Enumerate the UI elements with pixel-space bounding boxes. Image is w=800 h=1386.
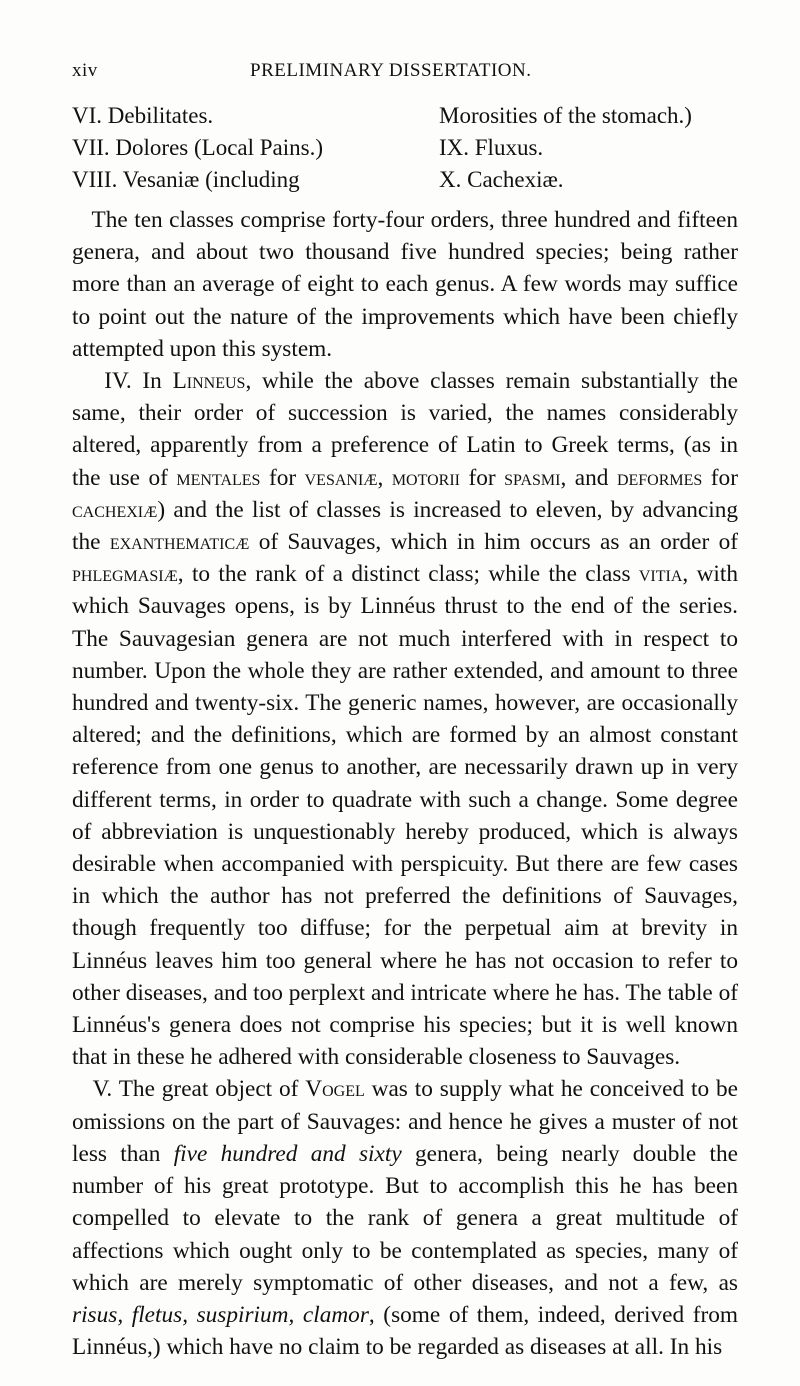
text-run: IV. In <box>104 368 173 395</box>
term: cachexiæ <box>72 496 158 523</box>
class-entry: X. Cachexiæ. <box>439 167 564 192</box>
class-entry: IX. Fluxus. <box>439 135 544 160</box>
class-row <box>72 132 772 164</box>
paragraph-classes-summary <box>72 204 738 365</box>
text-run: , (some of them, indeed, derived from Linnéus,) which have no claim to be regarded as diseases at all. In his <box>72 1301 738 1361</box>
term: vitia <box>638 561 683 588</box>
emphasis: five hundred and sixty <box>173 1140 402 1167</box>
page-number: xiv <box>72 60 98 81</box>
term: exanthematicæ <box>109 529 250 556</box>
text-run: ) and the list of classes is increased to eleven, by advancing the <box>72 496 738 556</box>
text-run: genera, being nearly double the number of his great prototype. But to accomplish this he has been compelled to elevate to the rank of genera a great multitude of affections which ought only to be contemplated as species, many of which are merely symptomatic of other diseases, and not a few, as <box>72 1140 738 1296</box>
class-entry: VIII. Vesaniæ (including <box>72 167 300 192</box>
running-head <box>72 60 732 90</box>
text-run: of Sauvages, which in him occurs as an order of <box>249 529 738 556</box>
class-row <box>72 100 772 132</box>
text-run: was to supply what he conceived to be omissions on the part of Sauvages: and hence he gives a muster of not less than <box>72 1076 738 1167</box>
paragraph-text: The ten classes comprise forty-four orders, three hundred and fifteen genera, and about two thousand five hundred species; being rather more than an average of eight to each genus. A few words may suffice to point out the nature of the improvements which have been chiefly attempted upon this system. <box>72 207 738 362</box>
text-run: , with which Sauvages opens, is by Linnéus thrust to the end of the series. The Sauvagesian genera are not much interfered with in respect to number. Upon the whole they are rather extended, and amount to three hundred and twenty-six. The generic names, however, are occasionally altered; and the definitions, which are formed by an almost constant reference from one genus to another, are necessarily drawn up in very different terms, in order to quadrate with such a change. Some degree of abbreviation is unquestionably hereby produced, which is always desirable when accompanied with perspicuity. But there are few cases in which the author has not preferred the definitions of Sauvages, though frequently too diffuse; for the perpetual aim at brevity in Linnéus leaves him too general where he has not occasion to refer to other diseases, and too perplext and intricate where he has. The table of Linnéus's genera does not comprise his species; but it is well known that in these he adhered with considerable closeness to Sauvages. <box>72 561 738 1071</box>
body-text <box>72 204 738 1363</box>
term: phlegmasiæ <box>72 561 178 588</box>
text-run: , and <box>560 464 617 491</box>
text-run: , <box>377 464 392 491</box>
author-name: Vogel <box>305 1076 365 1103</box>
term: mentales <box>176 464 261 491</box>
term: vesaniæ <box>304 464 378 491</box>
author-name: Linneus <box>172 368 246 395</box>
text-run: for <box>260 464 305 491</box>
class-row <box>72 164 772 196</box>
paragraph-vogel <box>72 1073 738 1363</box>
class-entry: VII. Dolores (Local Pains.) <box>72 135 324 160</box>
text-run: , to the rank of a distinct class; while the class <box>177 561 639 588</box>
class-entry: VI. Debilitates. <box>72 103 214 128</box>
paragraph-linneus <box>72 365 738 1073</box>
class-entry: Morosities of the stomach.) <box>439 103 692 128</box>
term: spasmi <box>504 464 561 491</box>
class-list <box>72 100 772 196</box>
text-run: V. The great object of <box>92 1076 306 1103</box>
text-run: , while the above classes remain substantially the same, their order of succession is varied, the names considerably altered, apparently from a preference of Latin to Greek terms, (as in the use of <box>72 368 738 491</box>
term: deformes <box>616 464 703 491</box>
text-run: for <box>459 464 505 491</box>
running-title: PRELIMINARY DISSERTATION. <box>250 60 532 81</box>
emphasis: risus, fletus, suspirium, clamor <box>72 1301 369 1328</box>
term: motorii <box>391 464 460 491</box>
text-run: for <box>702 464 738 491</box>
